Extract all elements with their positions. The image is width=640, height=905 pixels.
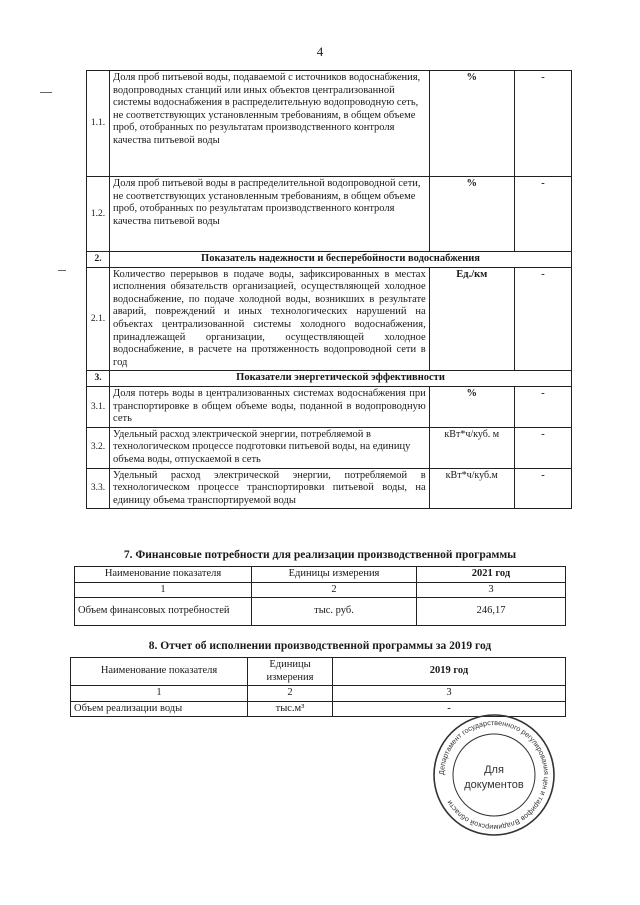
stamp-ring-text: Департамент государственного регулирования цен и тарифов Владимирской области (436, 717, 552, 833)
row-description: Доля проб питьевой воды в распределительной водопроводной сети, не соответствующих установленным требованиям, в общем объеме проб, отобранных по результатам производственного контроля качества питьевой воды (110, 177, 430, 252)
table-index-row (71, 686, 566, 702)
indicator-name: Объем реализации воды (71, 701, 248, 717)
row-value: - (514, 177, 571, 252)
page-number: 4 (316, 44, 324, 59)
row-description: Количество перерывов в подаче воды, зафиксированных в местах исполнения обязательств организацией, осуществляющей холодное водоснабжение, по подаче холодной воды, возникших в результате аварий, повреждений и иных технологических нарушений на объектах централизованной системы холодного водоснабжения, принадлежащей организации, осуществляющей холодное водоснабжение, в расчете на протяженность водопроводной сети в год (110, 267, 430, 371)
row-value: - (514, 386, 571, 427)
table-index-row (75, 582, 566, 598)
index-cell: 2 (252, 582, 417, 598)
section-number: 2. (87, 252, 110, 268)
row-value: - (514, 468, 571, 509)
section-title: Показатель надежности и бесперебойности водоснабжения (110, 252, 572, 268)
row-unit: кВт*ч/куб. м (429, 427, 514, 468)
row-number: 1.1. (87, 71, 110, 177)
index-cell: 3 (333, 686, 566, 702)
table-row (87, 71, 572, 177)
column-header: 2019 год (333, 658, 566, 686)
index-cell: 3 (417, 582, 566, 598)
row-unit: % (429, 177, 514, 252)
row-number: 3.1. (87, 386, 110, 427)
index-cell: 1 (75, 582, 252, 598)
stamp-center-line-1: Для (484, 764, 504, 776)
row-number: 2.1. (87, 267, 110, 371)
row-number: 1.2. (87, 177, 110, 252)
indicator-value: - (333, 701, 566, 717)
table-header-row (75, 567, 566, 583)
column-header: Наименование показателя (71, 658, 248, 686)
table-row (87, 427, 572, 468)
section-7-heading: 7. Финансовые потребности для реализации производственной программы (123, 549, 517, 561)
table-header-row (71, 658, 566, 686)
official-stamp (432, 713, 556, 837)
table-row (87, 267, 572, 371)
row-unit: Ед./км (429, 267, 514, 371)
index-cell: 2 (248, 686, 333, 702)
table-row (87, 468, 572, 509)
section-title: Показатели энергетической эффективности (110, 371, 572, 387)
row-description: Удельный расход электрической энергии, потребляемой в технологическом процессе транспортировки питьевой воды, на единицу объема транспортируемой воды (110, 468, 430, 509)
section-header-row (87, 252, 572, 268)
row-number: 3.3. (87, 468, 110, 509)
row-description: Доля проб питьевой воды, подаваемой с источников водоснабжения, водопроводных станций или иных объектов централизованной системы водоснабжения в распределительную водопроводную сеть, не соответствующих установленным требованиям, в общем объеме проб, отобранных по результатам производственного контроля качества питьевой воды (110, 71, 430, 177)
row-unit: % (429, 386, 514, 427)
section-number: 3. (87, 371, 110, 387)
row-value: - (514, 427, 571, 468)
column-header: Единицы измерения (248, 658, 333, 686)
program-report-table (70, 657, 566, 717)
margin-mark (58, 270, 66, 271)
row-unit: кВт*ч/куб.м (429, 468, 514, 509)
row-value: - (514, 267, 571, 371)
table-row (75, 598, 566, 626)
row-description: Удельный расход электрической энергии, потребляемой в технологическом процессе подготовки питьевой воды, на единицу объема воды, отпускаемой в сеть (110, 427, 430, 468)
column-header: 2021 год (417, 567, 566, 583)
table-row (87, 177, 572, 252)
section-header-row (87, 371, 572, 387)
column-header: Наименование показателя (75, 567, 252, 583)
stamp-center-line-2: документов (464, 779, 524, 791)
row-description: Доля потерь воды в централизованных системах водоснабжения при транспортировке в общем объеме воды, поданной в водопроводную сеть (110, 386, 430, 427)
financial-needs-table (74, 566, 566, 626)
row-unit: % (429, 71, 514, 177)
column-header: Единицы измерения (252, 567, 417, 583)
index-cell: 1 (71, 686, 248, 702)
row-number: 3.2. (87, 427, 110, 468)
row-value: - (514, 71, 571, 177)
indicators-table (86, 70, 572, 509)
margin-mark (40, 92, 52, 93)
indicator-unit: тыс. руб. (252, 598, 417, 626)
indicator-unit: тыс.м³ (248, 701, 333, 717)
section-8-heading: 8. Отчет об исполнении производственной программы за 2019 год (148, 640, 492, 652)
indicator-value: 246,17 (417, 598, 566, 626)
table-row (87, 386, 572, 427)
indicator-name: Объем финансовых потребностей (75, 598, 252, 626)
